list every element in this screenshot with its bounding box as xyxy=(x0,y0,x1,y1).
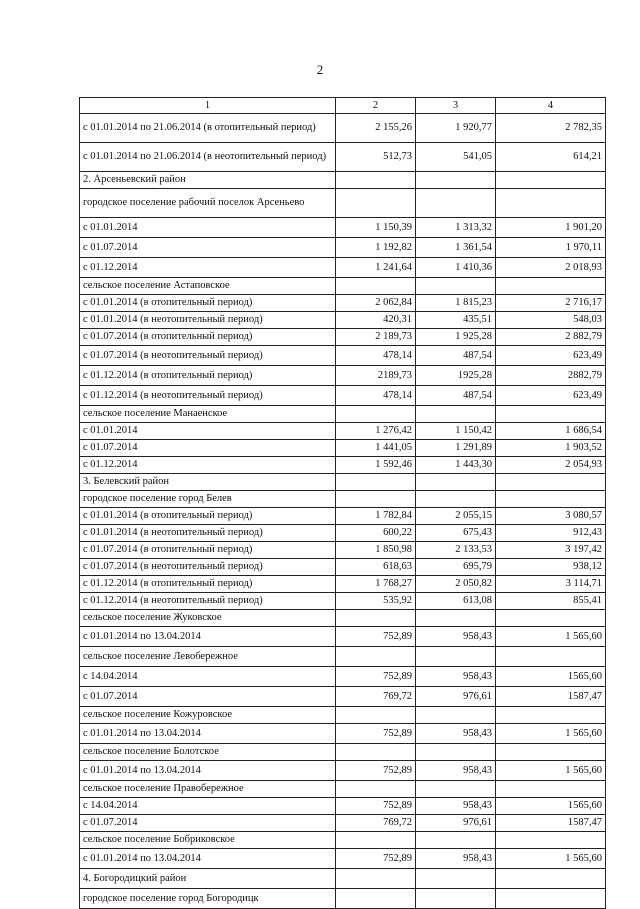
row-value-col-2: 752,89 xyxy=(336,849,416,869)
table-row xyxy=(80,218,606,238)
row-value-col-3: 487,54 xyxy=(416,346,496,366)
row-label: с 01.07.2014 xyxy=(80,440,336,457)
row-value-col-2 xyxy=(336,869,416,889)
table-row xyxy=(80,406,606,423)
table-row xyxy=(80,366,606,386)
row-value-col-4: 1 970,11 xyxy=(496,238,606,258)
row-value-col-3 xyxy=(416,869,496,889)
row-label: с 01.01.2014 (в отопительный период) xyxy=(80,295,336,312)
row-value-col-3: 976,61 xyxy=(416,815,496,832)
row-label: сельское поселение Болотское xyxy=(80,744,336,761)
row-value-col-4: 1565,60 xyxy=(496,798,606,815)
row-value-col-4 xyxy=(496,491,606,508)
table-row xyxy=(80,312,606,329)
row-value-col-3: 1 291,89 xyxy=(416,440,496,457)
table-row xyxy=(80,849,606,869)
row-value-col-4 xyxy=(496,744,606,761)
row-value-col-3 xyxy=(416,707,496,724)
row-value-col-2: 420,31 xyxy=(336,312,416,329)
row-value-col-3 xyxy=(416,647,496,667)
row-label: 4. Богородицкий район xyxy=(80,869,336,889)
row-value-col-4: 1 903,52 xyxy=(496,440,606,457)
row-value-col-2 xyxy=(336,647,416,667)
row-value-col-2 xyxy=(336,491,416,508)
row-value-col-2 xyxy=(336,172,416,189)
row-value-col-4: 2882,79 xyxy=(496,366,606,386)
row-label: сельское поселение Астаповское xyxy=(80,278,336,295)
table-row xyxy=(80,423,606,440)
row-value-col-3: 1 443,30 xyxy=(416,457,496,474)
row-label: с 01.07.2014 xyxy=(80,687,336,707)
row-value-col-4: 2 782,35 xyxy=(496,114,606,143)
row-value-col-2: 478,14 xyxy=(336,386,416,406)
row-label: с 01.01.2014 по 21.06.2014 (в отопительный период) xyxy=(80,114,336,143)
row-value-col-2: 2189,73 xyxy=(336,366,416,386)
row-value-col-2 xyxy=(336,832,416,849)
row-label: с 01.01.2014 (в неотопительный период) xyxy=(80,525,336,542)
row-value-col-3 xyxy=(416,744,496,761)
row-value-col-4: 1 686,54 xyxy=(496,423,606,440)
row-value-col-4: 1 565,60 xyxy=(496,627,606,647)
row-label: с 01.12.2014 (в отопительный период) xyxy=(80,576,336,593)
row-value-col-3: 1 313,32 xyxy=(416,218,496,238)
row-value-col-3: 613,08 xyxy=(416,593,496,610)
table-row xyxy=(80,508,606,525)
row-value-col-3: 1 150,42 xyxy=(416,423,496,440)
row-value-col-2 xyxy=(336,781,416,798)
table-row xyxy=(80,329,606,346)
row-value-col-3: 1925,28 xyxy=(416,366,496,386)
row-label: с 01.01.2014 по 21.06.2014 (в неотопительный период) xyxy=(80,143,336,172)
row-value-col-2: 2 062,84 xyxy=(336,295,416,312)
row-label: городское поселение город Богородицк xyxy=(80,889,336,909)
row-value-col-4: 1587,47 xyxy=(496,815,606,832)
table-header-row xyxy=(80,98,606,114)
row-value-col-3 xyxy=(416,474,496,491)
row-value-col-3 xyxy=(416,172,496,189)
row-value-col-4 xyxy=(496,707,606,724)
row-value-col-2 xyxy=(336,610,416,627)
table-row xyxy=(80,889,606,909)
table-row xyxy=(80,189,606,218)
page-number: 2 xyxy=(316,62,324,77)
row-label: городское поселение рабочий поселок Арсеньево xyxy=(80,189,336,218)
row-value-col-4: 1 901,20 xyxy=(496,218,606,238)
row-value-col-4: 2 882,79 xyxy=(496,329,606,346)
row-value-col-3 xyxy=(416,889,496,909)
row-value-col-4: 623,49 xyxy=(496,386,606,406)
row-value-col-4: 1 565,60 xyxy=(496,761,606,781)
row-value-col-3: 695,79 xyxy=(416,559,496,576)
table-row xyxy=(80,143,606,172)
row-value-col-3: 958,43 xyxy=(416,724,496,744)
row-value-col-3: 1 925,28 xyxy=(416,329,496,346)
row-label: с 01.01.2014 по 13.04.2014 xyxy=(80,849,336,869)
row-label: 3. Белевский район xyxy=(80,474,336,491)
row-label: 2. Арсеньевский район xyxy=(80,172,336,189)
row-value-col-4 xyxy=(496,889,606,909)
row-value-col-3: 487,54 xyxy=(416,386,496,406)
row-value-col-2: 1 768,27 xyxy=(336,576,416,593)
row-value-col-2: 1 276,42 xyxy=(336,423,416,440)
row-value-col-4: 3 080,57 xyxy=(496,508,606,525)
row-value-col-4 xyxy=(496,172,606,189)
row-value-col-3: 1 410,36 xyxy=(416,258,496,278)
row-value-col-4 xyxy=(496,610,606,627)
row-value-col-2: 618,63 xyxy=(336,559,416,576)
row-value-col-4: 1565,60 xyxy=(496,667,606,687)
row-value-col-3: 2 055,15 xyxy=(416,508,496,525)
row-label: с 01.01.2014 по 13.04.2014 xyxy=(80,761,336,781)
table-row xyxy=(80,576,606,593)
row-value-col-2: 1 782,84 xyxy=(336,508,416,525)
table-row xyxy=(80,744,606,761)
row-value-col-2: 1 441,05 xyxy=(336,440,416,457)
table-row xyxy=(80,238,606,258)
row-value-col-2: 769,72 xyxy=(336,815,416,832)
row-label: с 01.12.2014 xyxy=(80,457,336,474)
table-row xyxy=(80,798,606,815)
row-value-col-2: 752,89 xyxy=(336,724,416,744)
row-value-col-3: 958,43 xyxy=(416,667,496,687)
row-value-col-3: 958,43 xyxy=(416,798,496,815)
row-label: с 01.12.2014 (в отопительный период) xyxy=(80,366,336,386)
table-row xyxy=(80,832,606,849)
row-label: с 01.07.2014 xyxy=(80,238,336,258)
row-value-col-2: 1 192,82 xyxy=(336,238,416,258)
row-label: сельское поселение Правобережное xyxy=(80,781,336,798)
row-value-col-2: 512,73 xyxy=(336,143,416,172)
row-value-col-3 xyxy=(416,491,496,508)
row-label: городское поселение город Белев xyxy=(80,491,336,508)
row-value-col-2 xyxy=(336,744,416,761)
table-row xyxy=(80,627,606,647)
table-row xyxy=(80,114,606,143)
row-label: сельское поселение Бобриковское xyxy=(80,832,336,849)
row-value-col-3 xyxy=(416,832,496,849)
row-label: с 01.01.2014 xyxy=(80,423,336,440)
row-value-col-4: 2 018,93 xyxy=(496,258,606,278)
row-value-col-2: 1 241,64 xyxy=(336,258,416,278)
row-label: с 01.01.2014 по 13.04.2014 xyxy=(80,627,336,647)
row-value-col-2: 2 189,73 xyxy=(336,329,416,346)
row-value-col-3: 958,43 xyxy=(416,761,496,781)
header-col-3: 3 xyxy=(416,98,496,114)
row-value-col-3: 2 050,82 xyxy=(416,576,496,593)
table-row xyxy=(80,457,606,474)
row-value-col-2: 1 850,98 xyxy=(336,542,416,559)
row-value-col-2 xyxy=(336,707,416,724)
row-value-col-3 xyxy=(416,781,496,798)
row-value-col-2 xyxy=(336,474,416,491)
row-value-col-4: 938,12 xyxy=(496,559,606,576)
row-value-col-2: 478,14 xyxy=(336,346,416,366)
row-value-col-3: 435,51 xyxy=(416,312,496,329)
row-value-col-2: 1 592,46 xyxy=(336,457,416,474)
row-label: с 01.12.2014 xyxy=(80,258,336,278)
row-value-col-2: 600,22 xyxy=(336,525,416,542)
row-value-col-3: 675,43 xyxy=(416,525,496,542)
table-row xyxy=(80,386,606,406)
row-label: сельское поселение Левобережное xyxy=(80,647,336,667)
table-row xyxy=(80,687,606,707)
row-value-col-4 xyxy=(496,869,606,889)
table-row xyxy=(80,258,606,278)
table-row xyxy=(80,440,606,457)
row-value-col-3: 541,05 xyxy=(416,143,496,172)
table-row xyxy=(80,593,606,610)
row-label: с 01.12.2014 (в неотопительный период) xyxy=(80,386,336,406)
row-value-col-2 xyxy=(336,189,416,218)
table-row xyxy=(80,610,606,627)
row-value-col-4 xyxy=(496,832,606,849)
table-row xyxy=(80,172,606,189)
table-row xyxy=(80,815,606,832)
row-value-col-4: 2 054,93 xyxy=(496,457,606,474)
row-label: с 14.04.2014 xyxy=(80,667,336,687)
table-row xyxy=(80,559,606,576)
row-label: с 01.07.2014 (в неотопительный период) xyxy=(80,346,336,366)
row-label: с 14.04.2014 xyxy=(80,798,336,815)
row-value-col-2: 1 150,39 xyxy=(336,218,416,238)
row-value-col-2 xyxy=(336,889,416,909)
row-value-col-3 xyxy=(416,189,496,218)
row-label: сельское поселение Манаенское xyxy=(80,406,336,423)
row-value-col-3: 976,61 xyxy=(416,687,496,707)
table-row xyxy=(80,474,606,491)
row-label: сельское поселение Кожуровское xyxy=(80,707,336,724)
header-col-4: 4 xyxy=(496,98,606,114)
row-value-col-2: 752,89 xyxy=(336,761,416,781)
row-value-col-4: 623,49 xyxy=(496,346,606,366)
row-value-col-4: 614,21 xyxy=(496,143,606,172)
tariff-table xyxy=(79,97,606,909)
row-value-col-3: 2 133,53 xyxy=(416,542,496,559)
row-value-col-4: 1587,47 xyxy=(496,687,606,707)
row-value-col-3 xyxy=(416,406,496,423)
row-value-col-4 xyxy=(496,474,606,491)
row-value-col-4 xyxy=(496,781,606,798)
row-value-col-4: 855,41 xyxy=(496,593,606,610)
row-label: с 01.01.2014 (в неотопительный период) xyxy=(80,312,336,329)
row-value-col-4: 2 716,17 xyxy=(496,295,606,312)
row-value-col-4: 3 197,42 xyxy=(496,542,606,559)
row-value-col-4 xyxy=(496,189,606,218)
row-label: с 01.07.2014 (в отопительный период) xyxy=(80,329,336,346)
row-label: с 01.07.2014 xyxy=(80,815,336,832)
table-row xyxy=(80,707,606,724)
row-value-col-4 xyxy=(496,406,606,423)
row-value-col-2: 752,89 xyxy=(336,627,416,647)
table-row xyxy=(80,295,606,312)
row-value-col-2: 752,89 xyxy=(336,667,416,687)
row-value-col-4: 1 565,60 xyxy=(496,724,606,744)
row-value-col-4 xyxy=(496,647,606,667)
table-row xyxy=(80,761,606,781)
row-label: сельское поселение Жуковское xyxy=(80,610,336,627)
row-value-col-2 xyxy=(336,278,416,295)
table-row xyxy=(80,542,606,559)
row-value-col-3: 1 361,54 xyxy=(416,238,496,258)
row-value-col-3 xyxy=(416,610,496,627)
row-value-col-2: 535,92 xyxy=(336,593,416,610)
row-value-col-2: 2 155,26 xyxy=(336,114,416,143)
row-value-col-3: 958,43 xyxy=(416,849,496,869)
row-value-col-3: 958,43 xyxy=(416,627,496,647)
table-row xyxy=(80,869,606,889)
row-value-col-2: 769,72 xyxy=(336,687,416,707)
row-label: с 01.12.2014 (в неотопительный период) xyxy=(80,593,336,610)
row-value-col-3: 1 815,23 xyxy=(416,295,496,312)
header-col-1: 1 xyxy=(80,98,336,114)
row-label: с 01.07.2014 (в неотопительный период) xyxy=(80,559,336,576)
table-row xyxy=(80,491,606,508)
table-row xyxy=(80,647,606,667)
row-value-col-4: 3 114,71 xyxy=(496,576,606,593)
table-row xyxy=(80,781,606,798)
row-label: с 01.07.2014 (в отопительный период) xyxy=(80,542,336,559)
table-row xyxy=(80,724,606,744)
table-row xyxy=(80,667,606,687)
row-value-col-2: 752,89 xyxy=(336,798,416,815)
row-value-col-2 xyxy=(336,406,416,423)
row-value-col-4: 1 565,60 xyxy=(496,849,606,869)
row-label: с 01.01.2014 по 13.04.2014 xyxy=(80,724,336,744)
row-value-col-4 xyxy=(496,278,606,295)
row-value-col-4: 912,43 xyxy=(496,525,606,542)
table-row xyxy=(80,278,606,295)
row-value-col-3 xyxy=(416,278,496,295)
row-value-col-4: 548,03 xyxy=(496,312,606,329)
row-label: с 01.01.2014 xyxy=(80,218,336,238)
header-col-2: 2 xyxy=(336,98,416,114)
row-value-col-3: 1 920,77 xyxy=(416,114,496,143)
table-row xyxy=(80,346,606,366)
row-label: с 01.01.2014 (в отопительный период) xyxy=(80,508,336,525)
table-row xyxy=(80,525,606,542)
